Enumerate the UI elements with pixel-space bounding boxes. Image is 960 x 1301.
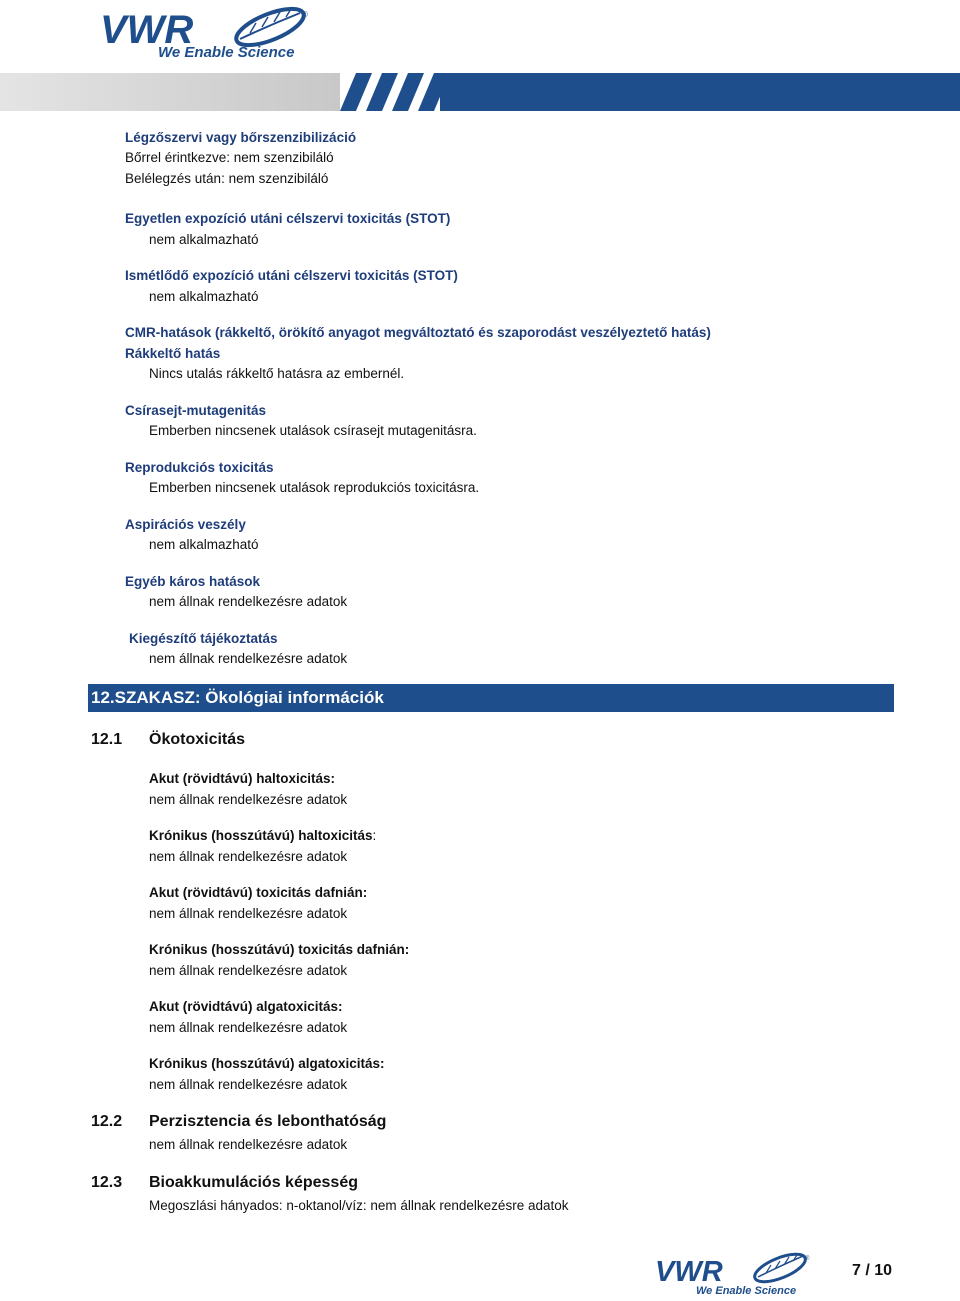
algae-chronic-heading: Krónikus (hosszútávú) algatoxicitás: xyxy=(149,1056,385,1071)
persistence-value: nem állnak rendelkezésre adatok xyxy=(149,1137,348,1152)
registered-icon: ® xyxy=(302,10,308,19)
stot-repeated-value: nem alkalmazható xyxy=(149,289,259,304)
algae-chronic-value: nem állnak rendelkezésre adatok xyxy=(149,1077,348,1092)
subsection-12-1-number: 12.1 xyxy=(91,731,123,748)
reproductive-heading: Reprodukciós toxicitás xyxy=(125,460,274,475)
bioaccumulation-value: Megoszlási hányados: n-oktanol/víz: nem állnak rendelkezésre adatok xyxy=(149,1198,569,1213)
cmr-heading: CMR-hatások (rákkeltő, örökítő anyagot megváltoztató és szaporodást veszélyeztető hatás) xyxy=(125,325,711,340)
footer-registered-icon: ® xyxy=(805,1256,810,1262)
section-12-banner: 12.SZAKASZ: Ökológiai információk xyxy=(88,684,894,712)
daphnia-chronic-value: nem állnak rendelkezésre adatok xyxy=(149,963,348,978)
daphnia-chronic-heading: Krónikus (hosszútávú) toxicitás dafnián: xyxy=(149,942,410,957)
fish-acute-value: nem állnak rendelkezésre adatok xyxy=(149,792,348,807)
stot-repeated-heading: Ismétlődő expozíció utáni célszervi toxicitás (STOT) xyxy=(125,268,458,283)
footer-logo-brand-text: VWR xyxy=(655,1256,723,1288)
fish-chronic-value: nem állnak rendelkezésre adatok xyxy=(149,849,348,864)
fish-acute-heading: Akut (rövidtávú) haltoxicitás: xyxy=(149,771,336,786)
logo-tagline: We Enable Science xyxy=(158,44,295,61)
logo-brand-text: VWR xyxy=(100,8,194,52)
fish-chronic-heading: Krónikus (hosszútávú) haltoxicitás xyxy=(149,828,373,843)
skin-contact-value: Bőrrel érintkezve: nem szenzibiláló xyxy=(125,150,334,165)
chevron-pattern-icon xyxy=(340,73,450,111)
aspiration-value: nem alkalmazható xyxy=(149,537,259,552)
stot-single-value: nem alkalmazható xyxy=(149,232,259,247)
algae-acute-value: nem állnak rendelkezésre adatok xyxy=(149,1020,348,1035)
footer-leaf-emblem-icon xyxy=(751,1250,809,1287)
subsection-12-1-title: Ökotoxicitás xyxy=(149,731,246,748)
additional-info-value: nem állnak rendelkezésre adatok xyxy=(149,651,348,666)
inhalation-value: Belélegzés után: nem szenzibiláló xyxy=(125,171,329,186)
subsection-12-3-title: Bioakkumulációs képesség xyxy=(149,1174,358,1191)
carcinogenicity-value: Nincs utalás rákkeltő hatásra az embernél. xyxy=(149,366,405,381)
germ-cell-value: Emberben nincsenek utalások csírasejt mutagenitásra. xyxy=(149,423,477,438)
fish-chronic-colon: : xyxy=(372,828,377,843)
germ-cell-heading: Csírasejt-mutagenitás xyxy=(125,403,267,418)
stot-single-heading: Egyetlen expozíció utáni célszervi toxicitás (STOT) xyxy=(125,211,451,226)
daphnia-acute-value: nem állnak rendelkezésre adatok xyxy=(149,906,348,921)
respiratory-skin-sensitisation-heading: Légzőszervi vagy bőrszenzibilizáció xyxy=(125,130,357,145)
header-band xyxy=(0,73,960,111)
other-effects-value: nem állnak rendelkezésre adatok xyxy=(149,594,348,609)
daphnia-acute-heading: Akut (rövidtávú) toxicitás dafnián: xyxy=(149,885,368,900)
subsection-12-3-number: 12.3 xyxy=(91,1174,123,1191)
carcinogenicity-heading: Rákkeltő hatás xyxy=(125,346,221,361)
algae-acute-heading: Akut (rövidtávú) algatoxicitás: xyxy=(149,999,343,1014)
additional-info-heading: Kiegészítő tájékoztatás xyxy=(129,631,278,646)
subsection-12-2-title: Perzisztencia és lebonthatóság xyxy=(149,1113,387,1130)
reproductive-value: Emberben nincsenek utalások reprodukciós toxicitásra. xyxy=(149,480,480,495)
aspiration-heading: Aspirációs veszély xyxy=(125,517,246,532)
footer-logo-tagline: We Enable Science xyxy=(696,1285,797,1296)
fish-chronic-heading-line xyxy=(149,827,376,844)
other-effects-heading: Egyéb káros hatások xyxy=(125,574,261,589)
vwr-logo xyxy=(100,5,316,61)
vwr-logo-footer xyxy=(655,1250,813,1296)
page-number: 7 / 10 xyxy=(851,1262,892,1279)
subsection-12-2-number: 12.2 xyxy=(91,1113,123,1130)
